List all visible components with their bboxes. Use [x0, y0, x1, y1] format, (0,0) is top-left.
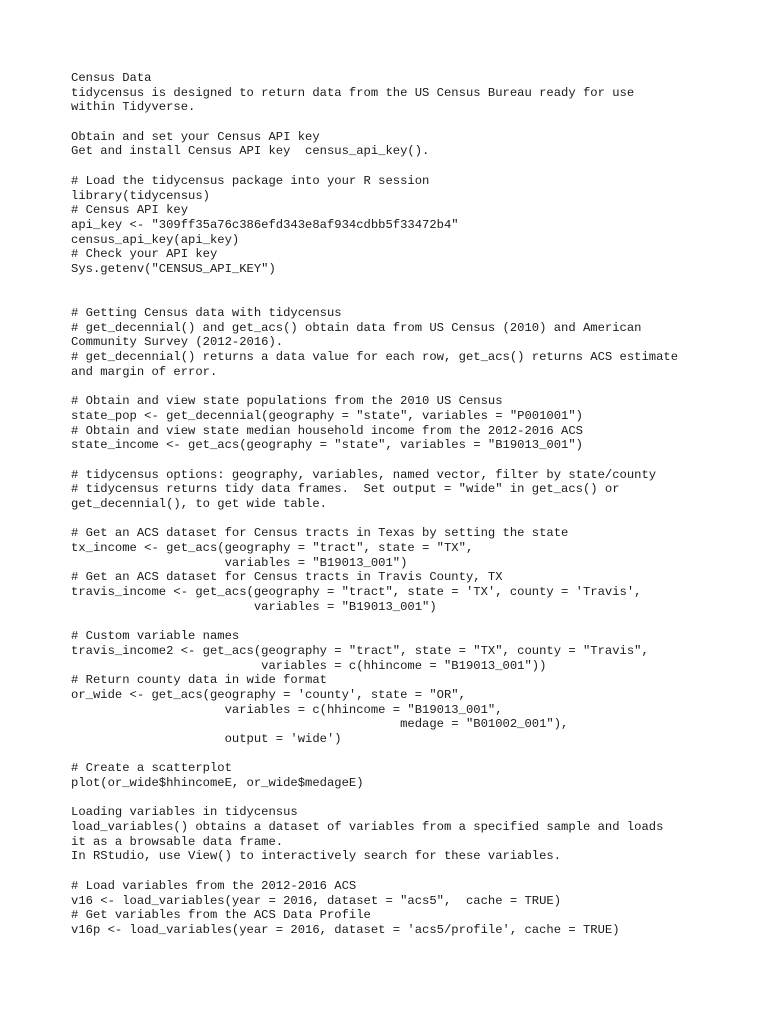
doc-text-line: tidycensus is designed to return data from the US Census Bureau ready for use — [71, 85, 635, 100]
code-comment: # Load the tidycensus package into your R session — [71, 173, 430, 188]
section-heading: Obtain and set your Census API key — [71, 129, 320, 144]
code-line: or_wide <- get_acs(geography = 'county', state = "OR", — [71, 687, 466, 702]
code-comment: # Return county data in wide format — [71, 673, 327, 688]
code-line: variables = "B19013_001") — [71, 555, 408, 570]
code-line: tx_income <- get_acs(geography = "tract", state = "TX", — [71, 541, 474, 555]
code-line: api_key <- "309ff35a76c386efd343e8af934cdbb5f33472b4" — [71, 217, 459, 232]
doc-text-line: within Tidyverse. — [71, 100, 196, 115]
code-line: variables = "B19013_001") — [71, 599, 437, 614]
code-line: variables = c(hhincome = "B19013_001", — [71, 702, 503, 717]
blank-line — [71, 453, 761, 468]
blank-line — [71, 747, 761, 762]
code-comment: # Get an ACS dataset for Census tracts in Travis County, TX — [71, 570, 503, 585]
code-comment: # Census API key — [71, 203, 189, 218]
code-comment: # Load variables from the 2012-2016 ACS — [71, 878, 357, 893]
code-comment: # Check your API key — [71, 247, 218, 262]
doc-text-line: and margin of error. — [71, 364, 218, 379]
blank-line — [71, 159, 761, 174]
blank-line — [71, 277, 761, 292]
code-comment: # Custom variable names — [71, 629, 240, 644]
blank-line — [71, 864, 761, 879]
code-line: state_pop <- get_decennial(geography = "state", variables = "P001001") — [71, 408, 583, 423]
doc-text-line: Community Survey (2012-2016). — [71, 335, 284, 350]
code-line: travis_income <- get_acs(geography = "tract", state = 'TX', county = 'Travis', — [71, 585, 642, 600]
code-line: v16 <- load_variables(year = 2016, dataset = "acs5", cache = TRUE) — [71, 893, 562, 908]
code-line: variables = c(hhincome = "B19013_001")) — [71, 658, 547, 673]
code-comment: # Obtain and view state populations from the 2010 US Census — [71, 394, 503, 409]
code-comment: # tidycensus options: geography, variables, named vector, filter by state/county — [71, 467, 657, 482]
doc-text-line: it as a browsable data frame. — [71, 834, 284, 849]
code-comment: # Get an ACS dataset for Census tracts in Texas by setting the state — [71, 526, 569, 541]
doc-text-line: load_variables() obtains a dataset of variables from a specified sample and loads — [71, 820, 664, 835]
code-comment: # get_decennial() returns a data value for each row, get_acs() returns ACS estimate — [71, 350, 679, 365]
doc-text-line: get_decennial(), to get wide table. — [71, 496, 327, 511]
code-comment: # Create a scatterplot — [71, 761, 232, 776]
doc-title: Census Data — [71, 71, 152, 85]
code-line: state_income <- get_acs(geography = "state", variables = "B19013_001") — [71, 438, 583, 453]
code-comment: # Get variables from the ACS Data Profile — [71, 908, 371, 923]
code-line: plot(or_wide$hhincomeE, or_wide$medageE) — [71, 776, 364, 790]
code-line: v16p <- load_variables(year = 2016, dataset = 'acs5/profile', cache = TRUE) — [71, 922, 620, 937]
doc-text-line: Get and install Census API key census_api_key(). — [71, 144, 430, 159]
code-line: library(tidycensus) — [71, 188, 210, 203]
code-comment: # Getting Census data with tidycensus — [71, 306, 342, 320]
blank-line — [71, 115, 761, 130]
blank-line — [71, 614, 761, 629]
blank-line — [71, 379, 761, 394]
section-heading: Loading variables in tidycensus — [71, 805, 298, 820]
code-line: travis_income2 <- get_acs(geography = "tract", state = "TX", county = "Travis", — [71, 643, 649, 658]
doc-text-line: In RStudio, use View() to interactively search for these variables. — [71, 849, 562, 864]
code-line: output = 'wide') — [71, 731, 342, 746]
code-comment: # get_decennial() and get_acs() obtain data from US Census (2010) and American — [71, 320, 642, 335]
code-line: census_api_key(api_key) — [71, 232, 240, 247]
code-line: medage = "B01002_001"), — [71, 717, 569, 732]
code-comment: # tidycensus returns tidy data frames. Set output = "wide" in get_acs() or — [71, 482, 620, 497]
code-line: Sys.getenv("CENSUS_API_KEY") — [71, 261, 276, 276]
document-page — [71, 71, 761, 938]
blank-line — [71, 512, 761, 527]
blank-line — [71, 791, 761, 806]
code-comment: # Obtain and view state median household income from the 2012-2016 ACS — [71, 423, 583, 438]
blank-line — [71, 291, 761, 306]
